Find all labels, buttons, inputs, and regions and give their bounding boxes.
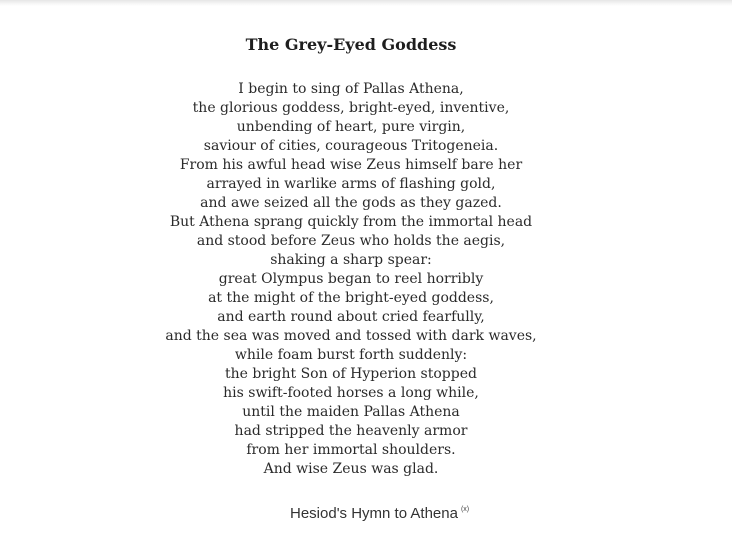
- top-bar-shadow: [0, 0, 732, 6]
- poem-line: his swift-footed horses a long while,: [223, 385, 479, 401]
- poem-body: [0, 80, 702, 479]
- poem-line: the glorious goddess, bright-eyed, inventive,: [192, 100, 510, 116]
- poem-attribution: [290, 505, 469, 522]
- poem-line: and earth round about cried fearfully,: [217, 309, 485, 325]
- attribution-text: Hesiod's Hymn to Athena: [290, 505, 458, 522]
- footnote-link[interactable]: (x): [460, 506, 470, 513]
- poem-line: had stripped the heavenly armor: [234, 423, 468, 439]
- poem-line: the bright Son of Hyperion stopped: [225, 366, 477, 382]
- poem-line: But Athena sprang quickly from the immortal head: [169, 214, 533, 230]
- poem-line: and awe seized all the gods as they gazed.: [200, 195, 502, 211]
- poem-title: The Grey-Eyed Goddess: [245, 35, 457, 54]
- poem-line: From his awful head wise Zeus himself bare her: [179, 157, 523, 173]
- poem-line: and the sea was moved and tossed with dark waves,: [165, 328, 537, 344]
- poem-line: saviour of cities, courageous Tritogeneia.: [203, 138, 499, 154]
- poem-line: unbending of heart, pure virgin,: [236, 119, 466, 135]
- poem-line: at the might of the bright-eyed goddess,: [208, 290, 494, 306]
- poem-line: arrayed in warlike arms of flashing gold,: [206, 176, 496, 192]
- poem-line: I begin to sing of Pallas Athena,: [238, 81, 464, 97]
- poem-line: shaking a sharp spear:: [270, 252, 432, 268]
- poem-line: until the maiden Pallas Athena: [242, 404, 460, 420]
- poem-line: and stood before Zeus who holds the aegis,: [196, 233, 506, 249]
- poem-line: while foam burst forth suddenly:: [234, 347, 468, 363]
- poem-line: And wise Zeus was glad.: [263, 461, 439, 477]
- poem-line: from her immortal shoulders.: [246, 442, 456, 458]
- poem-line: great Olympus began to reel horribly: [218, 271, 484, 287]
